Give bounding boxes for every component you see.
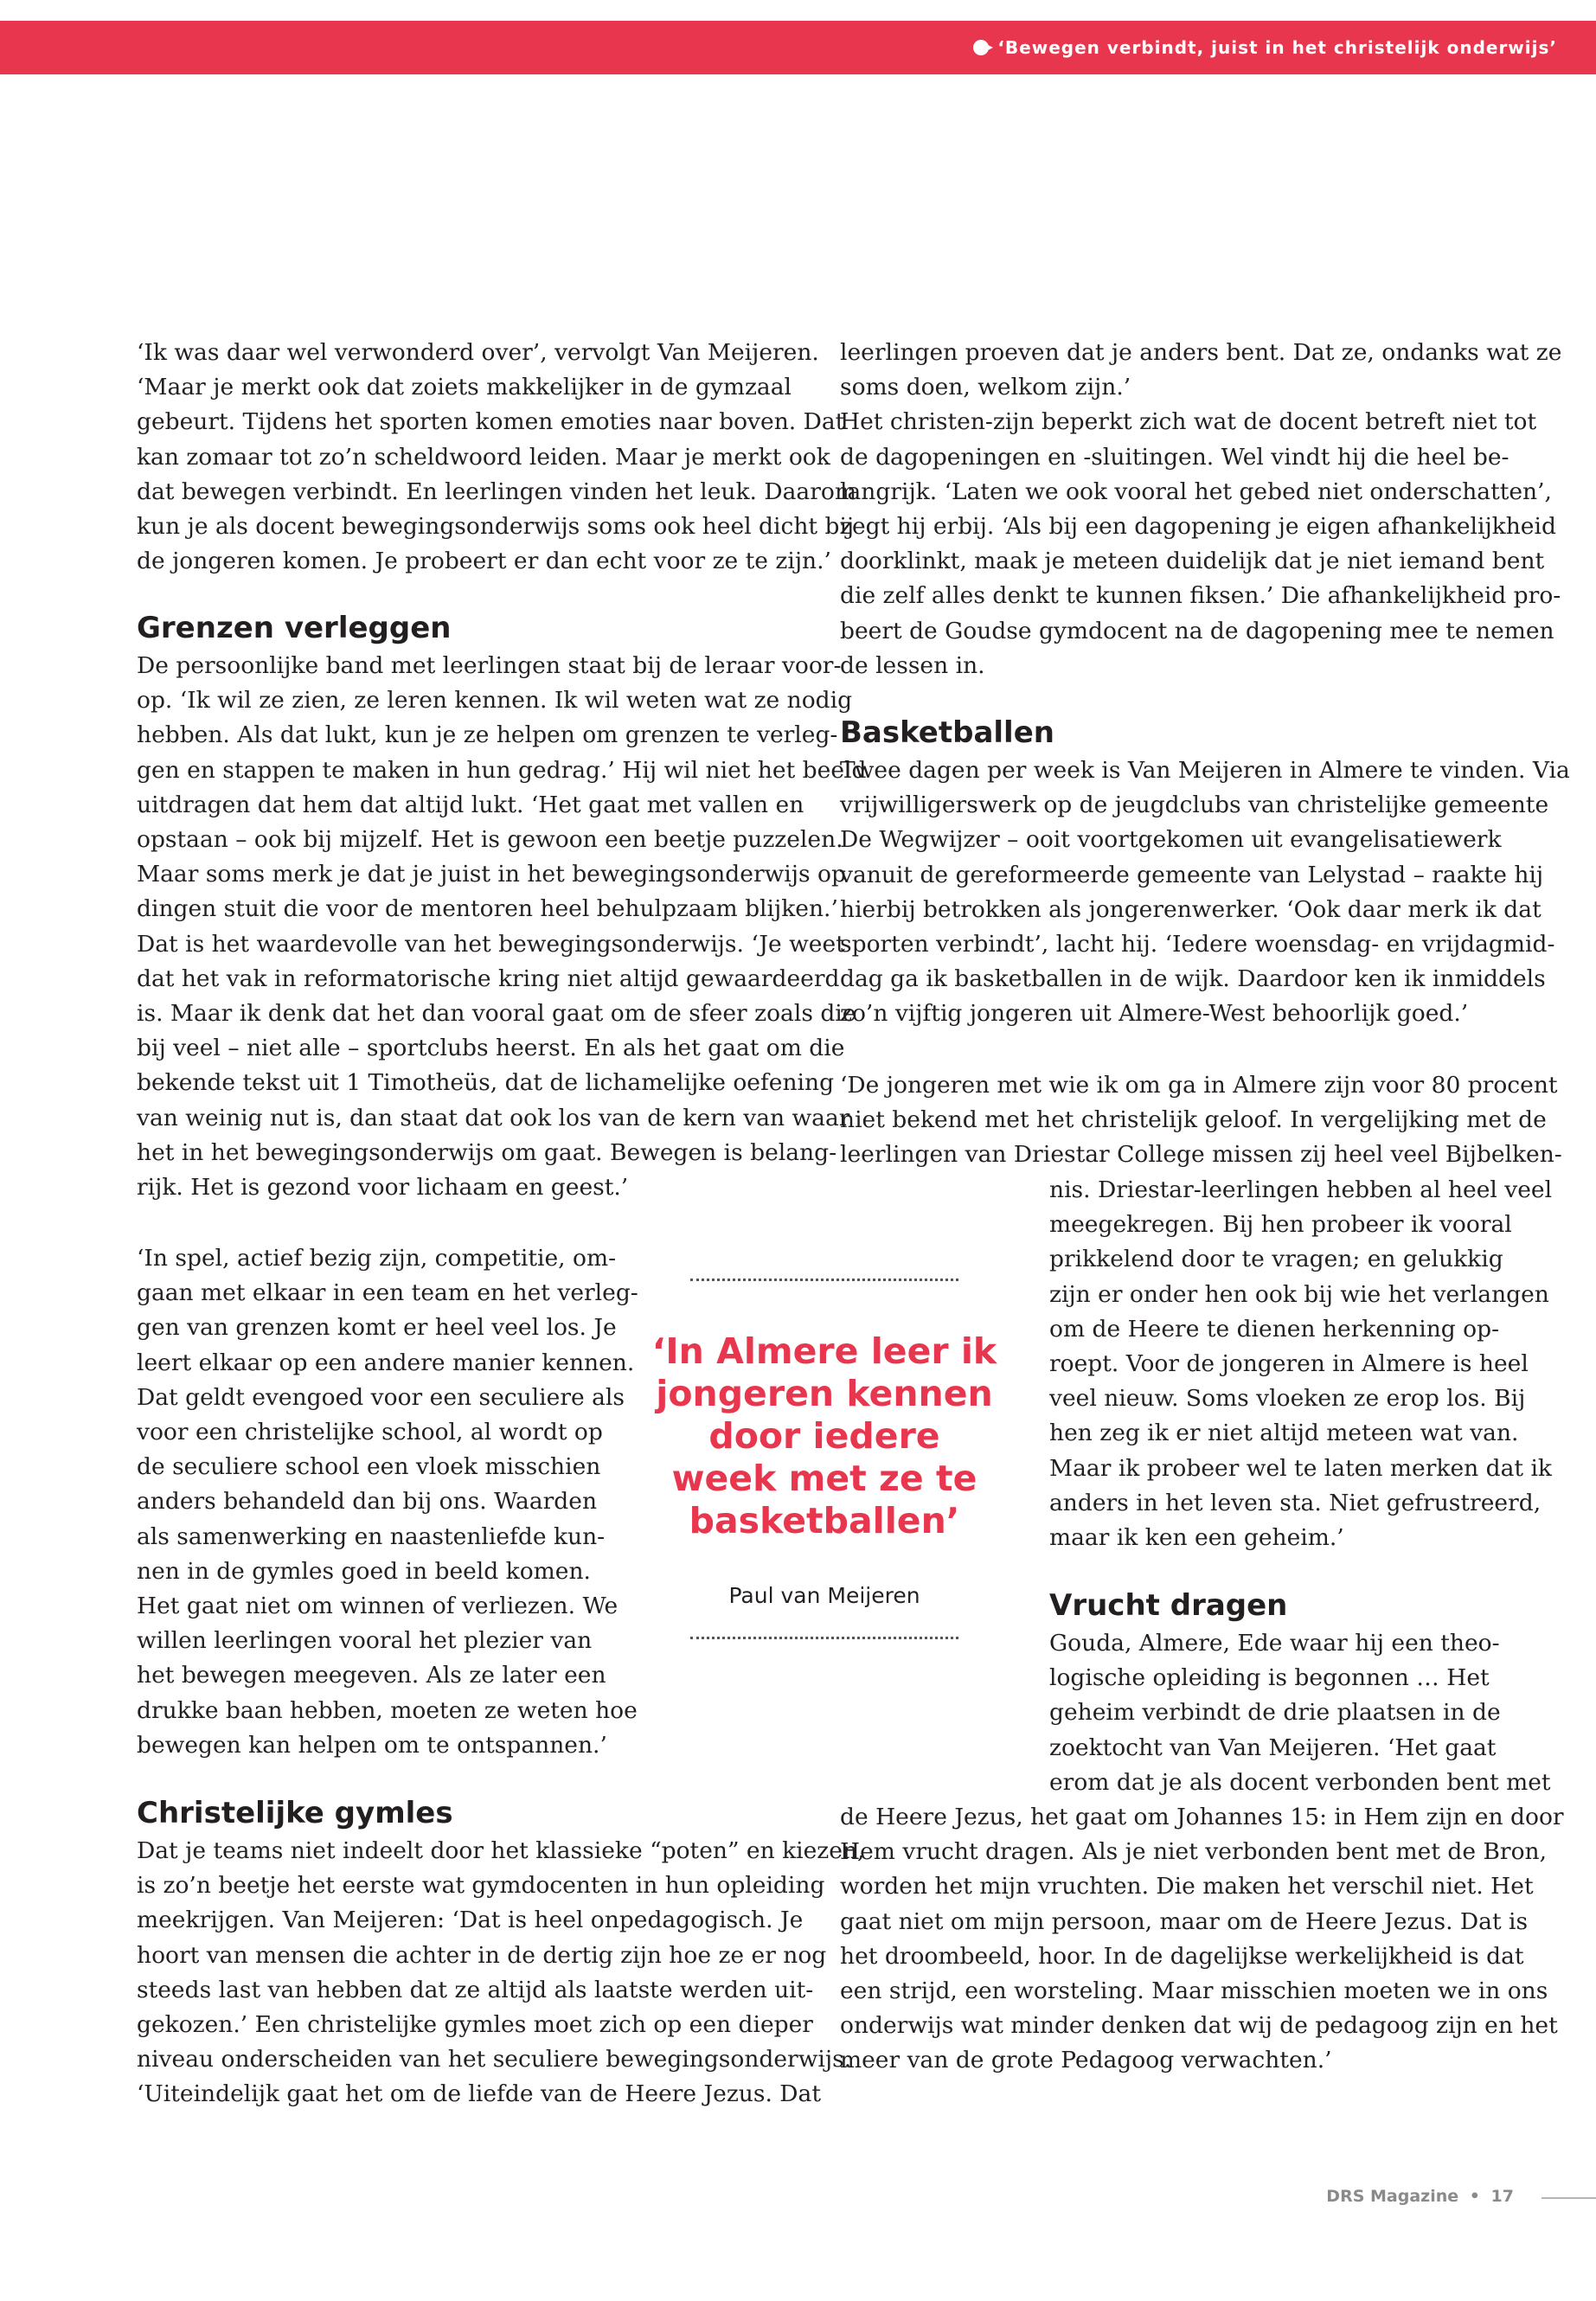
text-line: meegekregen. Bij hen probeer ik vooral (1049, 1211, 1512, 1239)
text-line: basketballen’ (689, 1500, 960, 1541)
heading-vrucht-dragen: Vrucht dragen (1049, 1588, 1288, 1623)
heading-christelijke-gymles: Christelijke gymles (137, 1796, 453, 1830)
text-line: het bewegen meegeven. Als ze later een (137, 1662, 606, 1689)
pull-quote (638, 1330, 1010, 1542)
paragraph-vrucht (840, 1800, 1564, 2079)
text-line: meer van de grote Pedagoog verwachten.’ (840, 2047, 1332, 2074)
text-line: dat het vak in reformatorische kring niet altijd gewaardeerd (137, 965, 840, 992)
text-line: Dat geldt evengoed voor een seculiere als (137, 1383, 625, 1411)
text-line: ‘De jongeren met wie ik om ga in Almere zijn voor 80 procent (840, 1072, 1558, 1099)
paragraph-grenzen (137, 649, 866, 1205)
text-line: Maar ik probeer wel te laten merken dat ik (1049, 1454, 1552, 1482)
footer (1326, 2187, 1514, 2206)
text-line: hen zeg ik er niet altijd meteen wat van. (1049, 1420, 1519, 1447)
text-line: op. ‘Ik wil ze zien, ze leren kennen. Ik wil weten wat ze nodig (137, 687, 853, 715)
paragraph-basketballen (840, 753, 1570, 1032)
text-line: de jongeren komen. Je probeert er dan echt voor ze te zijn.’ (137, 548, 831, 575)
text-line: nis. Driestar-leerlingen hebben al heel veel (1049, 1176, 1553, 1203)
text-line: voor een christelijke school, al wordt op (137, 1419, 603, 1446)
quote-divider-bottom (690, 1637, 958, 1639)
text-line: gen en stappen te maken in hun gedrag.’ Hij wil niet het beeld (137, 756, 867, 784)
text-line: zo’n vijftig jongeren uit Almere-West behoorlijk goed.’ (840, 1000, 1469, 1028)
text-line: De Wegwijzer – ooit voortgekomen uit evangelisatiewerk (840, 826, 1502, 854)
text-line: Maar soms merk je dat je juist in het bewegingsonderwijs op (137, 861, 846, 888)
text-line: gen van grenzen komt er heel veel los. Je (137, 1314, 617, 1342)
header-title-text: ‘Bewegen verbindt, juist in het christelijk onderwijs’ (997, 37, 1557, 58)
paragraph-vrucht-wrap (1049, 1626, 1551, 1800)
text-line: Het christen-zijn beperkt zich wat de docent betreft niet tot (840, 408, 1537, 436)
text-line: leert elkaar op een andere manier kennen. (137, 1349, 635, 1376)
text-line: beert de Goudse gymdocent na de dagopening mee te nemen (840, 617, 1554, 644)
header-title (973, 21, 1557, 74)
header-bar (0, 21, 1596, 74)
text-line: ‘In Almere leer ik (651, 1330, 997, 1372)
text-line: uitdragen dat hem dat altijd lukt. ‘Het gaat met vallen en (137, 791, 804, 818)
text-line: gekozen.’ Een christelijke gymles moet zich op een dieper (137, 2011, 813, 2039)
text-line: Twee dagen per week is Van Meijeren in Almere te vinden. Via (840, 757, 1570, 784)
text-line: maar ik ken een geheim.’ (1049, 1524, 1344, 1552)
text-line: om de Heere te dienen herkenning op- (1049, 1315, 1500, 1343)
text-line: bekende tekst uit 1 Timotheüs, dat de lichamelijke oefening (137, 1069, 835, 1097)
text-line: dingen stuit die voor de mentoren heel behulpzaam blijken.’ (137, 895, 838, 923)
text-line: dat bewegen verbindt. En leerlingen vinden het leuk. Daarom (137, 478, 856, 505)
text-line: de Heere Jezus, het gaat om Johannes 15: in Hem zijn en door (840, 1804, 1564, 1830)
paragraph-gymles (137, 1834, 864, 2112)
text-line: zegt hij erbij. ‘Als bij een dagopening je eigen afhankelijkheid (840, 513, 1556, 541)
text-line: Hem vrucht dragen. Als je niet verbonden bent met de Bron, (840, 1838, 1548, 1866)
text-line: kan zomaar tot zo’n scheldwoord leiden. Maar je merkt ook (137, 443, 830, 471)
text-line: het in het bewegingsonderwijs om gaat. Bewegen is belang- (137, 1138, 837, 1166)
text-line: ‘In spel, actief bezig zijn, competitie, om- (137, 1245, 617, 1272)
text-line: leerlingen proeven dat je anders bent. Dat ze, ondanks wat ze (840, 339, 1562, 366)
text-line: als samenwerking en naastenliefde kun- (137, 1522, 606, 1550)
paragraph-right-intro (840, 336, 1561, 683)
text-line: logische opleiding is begonnen … Het (1049, 1664, 1490, 1692)
text-line: nen in de gymles goed in beeld komen. (137, 1557, 591, 1585)
text-line: Dat je teams niet indeelt door het klassieke “poten” en kiezen, (137, 1837, 865, 1864)
text-line: roept. Voor de jongeren in Almere is heel (1049, 1350, 1529, 1378)
text-line: soms doen, welkom zijn.’ (840, 374, 1131, 401)
text-line: hoort van mensen die achter in de dertig zijn hoe ze er nog (137, 1941, 827, 1969)
paragraph-spel (137, 1241, 638, 1763)
text-line: gaan met elkaar in een team en het verleg- (137, 1279, 638, 1307)
text-line: doorklinkt, maak je meteen duidelijk dat je niet iemand bent (840, 548, 1545, 575)
text-line: kun je als docent bewegingsonderwijs soms ook heel dicht bij (137, 513, 855, 541)
text-line: gaat niet om mijn persoon, maar om de Heere Jezus. Dat is (840, 1907, 1529, 1935)
text-line: is. Maar ik denk dat het dan vooral gaat om de sfeer zoals die (137, 1000, 856, 1028)
text-line: leerlingen van Driestar College missen zij heel veel Bijbelken- (840, 1141, 1562, 1169)
paragraph-jongeren-top (840, 1068, 1562, 1173)
text-line: onderwijs wat minder denken dat wij de pedagoog zijn en het (840, 2012, 1558, 2040)
text-line: het droombeeld, hoor. In de dagelijkse werkelijkheid is dat (840, 1942, 1524, 1970)
quote-author: Paul van Meijeren (728, 1583, 920, 1608)
text-line: de seculiere school een vloek misschien (137, 1453, 601, 1481)
text-line: die zelf alles denkt te kunnen fiksen.’ Die afhankelijkheid pro- (840, 582, 1561, 610)
text-line: gebeurt. Tijdens het sporten komen emoties naar boven. Dat (137, 408, 845, 436)
text-line: vanuit de gereformeerde gemeente van Lelystad – raakte hij (840, 861, 1544, 888)
text-line: worden het mijn vruchten. Die maken het verschil niet. Het (840, 1873, 1534, 1900)
text-line: anders behandeld dan bij ons. Waarden (137, 1488, 598, 1516)
footer-separator: • (1469, 2187, 1480, 2206)
text-line: Het gaat niet om winnen of verliezen. We (137, 1593, 619, 1620)
text-line: langrijk. ‘Laten we ook vooral het gebed niet onderschatten’, (840, 478, 1552, 505)
text-line: de lessen in. (840, 651, 985, 679)
magazine-name: DRS Magazine (1326, 2187, 1459, 2206)
text-line: de dagopeningen en -sluitingen. Wel vindt hij die heel be- (840, 443, 1509, 471)
text-line: rijk. Het is gezond voor lichaam en geest.’ (137, 1174, 629, 1202)
text-line: sporten verbindt’, lacht hij. ‘Iedere woensdag- en vrijdagmid- (840, 931, 1555, 958)
text-line: jongeren kennen (656, 1373, 993, 1414)
text-line: prikkelend door te vragen; en gelukkig (1049, 1246, 1503, 1273)
text-line: geheim verbindt de drie plaatsen in de (1049, 1699, 1501, 1727)
text-line: een strijd, een worsteling. Maar misschien moeten we in ons (840, 1977, 1548, 2005)
text-line: steeds last van hebben dat ze altijd als laatste werden uit- (137, 1976, 814, 2003)
text-line: hebben. Als dat lukt, kun je ze helpen om grenzen te verleg- (137, 721, 838, 749)
text-line: opstaan – ook bij mijzelf. Het is gewoon een beetje puzzelen. (137, 826, 843, 854)
text-line: van weinig nut is, dan staat dat ook los van de kern van waar (137, 1104, 850, 1131)
page-number: 17 (1490, 2187, 1514, 2206)
text-line: drukke baan hebben, moeten ze weten hoe (137, 1696, 638, 1724)
text-line: vrijwilligerswerk op de jeugdclubs van christelijke gemeente (840, 792, 1549, 819)
heading-grenzen-verleggen: Grenzen verleggen (137, 611, 452, 645)
text-line: door iedere (708, 1415, 940, 1457)
speech-bubble-icon (973, 40, 989, 55)
text-line: zoektocht van Van Meijeren. ‘Het gaat (1049, 1734, 1497, 1761)
text-line: erom dat je als docent verbonden bent met (1049, 1768, 1551, 1796)
paragraph-left-intro (137, 336, 856, 579)
text-line: ‘Ik was daar wel verwonderd over’, vervolgt Van Meijeren. (137, 339, 819, 366)
text-line: meekrijgen. Van Meijeren: ‘Dat is heel onpedagogisch. Je (137, 1907, 804, 1934)
text-line: is zo’n beetje het eerste wat gymdocenten in hun opleiding (137, 1872, 825, 1900)
paragraph-jongeren-wrap (1049, 1173, 1552, 1555)
text-line: Dat is het waardevolle van het bewegingsonderwijs. ‘Je weet (137, 930, 845, 958)
text-line: ‘Uiteindelijk gaat het om de liefde van de Heere Jezus. Dat (137, 2080, 822, 2108)
text-line: anders in het leven sta. Niet gefrustreerd, (1049, 1489, 1542, 1516)
text-line: dag ga ik basketballen in de wijk. Daardoor ken ik inmiddels (840, 965, 1546, 993)
text-line: bewegen kan helpen om te ontspannen.’ (137, 1731, 607, 1759)
text-line: veel nieuw. Soms vloeken ze erop los. Bij (1049, 1385, 1526, 1413)
text-line: ‘Maar je merkt ook dat zoiets makkelijker in de gymzaal (137, 374, 792, 401)
text-line: Gouda, Almere, Ede waar hij een theo- (1049, 1630, 1500, 1657)
text-line: willen leerlingen vooral het plezier van (137, 1627, 593, 1655)
text-line: niet bekend met het christelijk geloof. In vergelijking met de (840, 1106, 1547, 1134)
text-line: bij veel – niet alle – sportclubs heerst. En als het gaat om die (137, 1035, 845, 1062)
heading-basketballen: Basketballen (840, 715, 1054, 750)
text-line: week met ze te (671, 1458, 977, 1499)
text-line: De persoonlijke band met leerlingen staat bij de leraar voor- (137, 652, 842, 679)
text-line: zijn er onder hen ook bij wie het verlangen (1049, 1280, 1549, 1308)
text-line: hierbij betrokken als jongerenwerker. ‘Ook daar merk ik dat (840, 895, 1542, 923)
quote-divider-top (690, 1279, 958, 1281)
footer-rule (1542, 2197, 1596, 2199)
text-line: niveau onderscheiden van het seculiere bewegingsonderwijs. (137, 2046, 852, 2073)
